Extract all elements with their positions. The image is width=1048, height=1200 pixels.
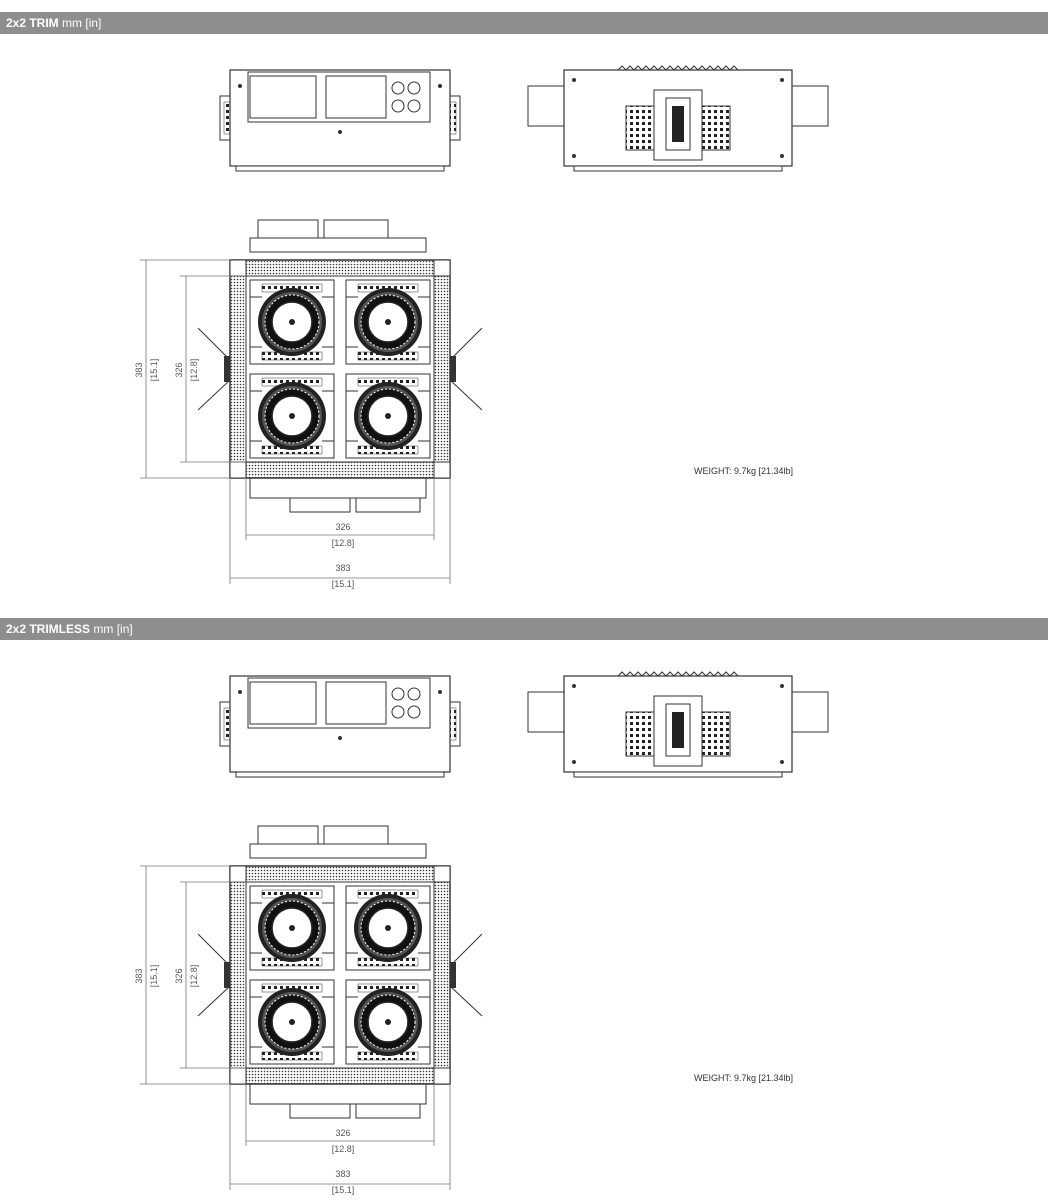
height-inner-mm: 326 [174,968,184,984]
side-view-drawing [528,66,828,171]
section-unit: mm [in] [93,622,133,636]
side-view-drawing [528,672,828,777]
width-outer-in: [15.1] [331,579,355,589]
width-outer-in: [15.1] [331,1185,355,1195]
height-outer-in: [15.1] [149,964,159,988]
weight-label: WEIGHT: 9.7kg [21.34lb] [694,1073,794,1083]
width-inner-mm: 326 [335,522,351,532]
height-outer-mm: 383 [134,362,144,378]
width-inner-in: [12.8] [331,1144,355,1154]
top-view-drawing [220,676,460,777]
width-outer-mm: 383 [335,1169,351,1179]
height-outer-in: [15.1] [149,358,159,382]
trimless-drawings [0,600,1048,1200]
section-title: 2x2 TRIM [6,16,59,30]
height-inner-mm: 326 [174,362,184,378]
weight-label: WEIGHT: 9.7kg [21.34lb] [694,466,794,476]
height-outer-mm: 383 [134,968,144,984]
front-view-drawing [198,826,482,1118]
section-title: 2x2 TRIMLESS [6,622,91,636]
width-outer-mm: 383 [335,563,351,573]
width-inner-in: [12.8] [331,538,355,548]
front-view-drawing [198,220,482,512]
height-inner-in: [12.8] [189,964,199,988]
section-unit: mm [in] [62,16,102,30]
top-view-drawing [220,70,460,171]
width-inner-mm: 326 [335,1128,351,1138]
height-inner-in: [12.8] [189,358,199,382]
